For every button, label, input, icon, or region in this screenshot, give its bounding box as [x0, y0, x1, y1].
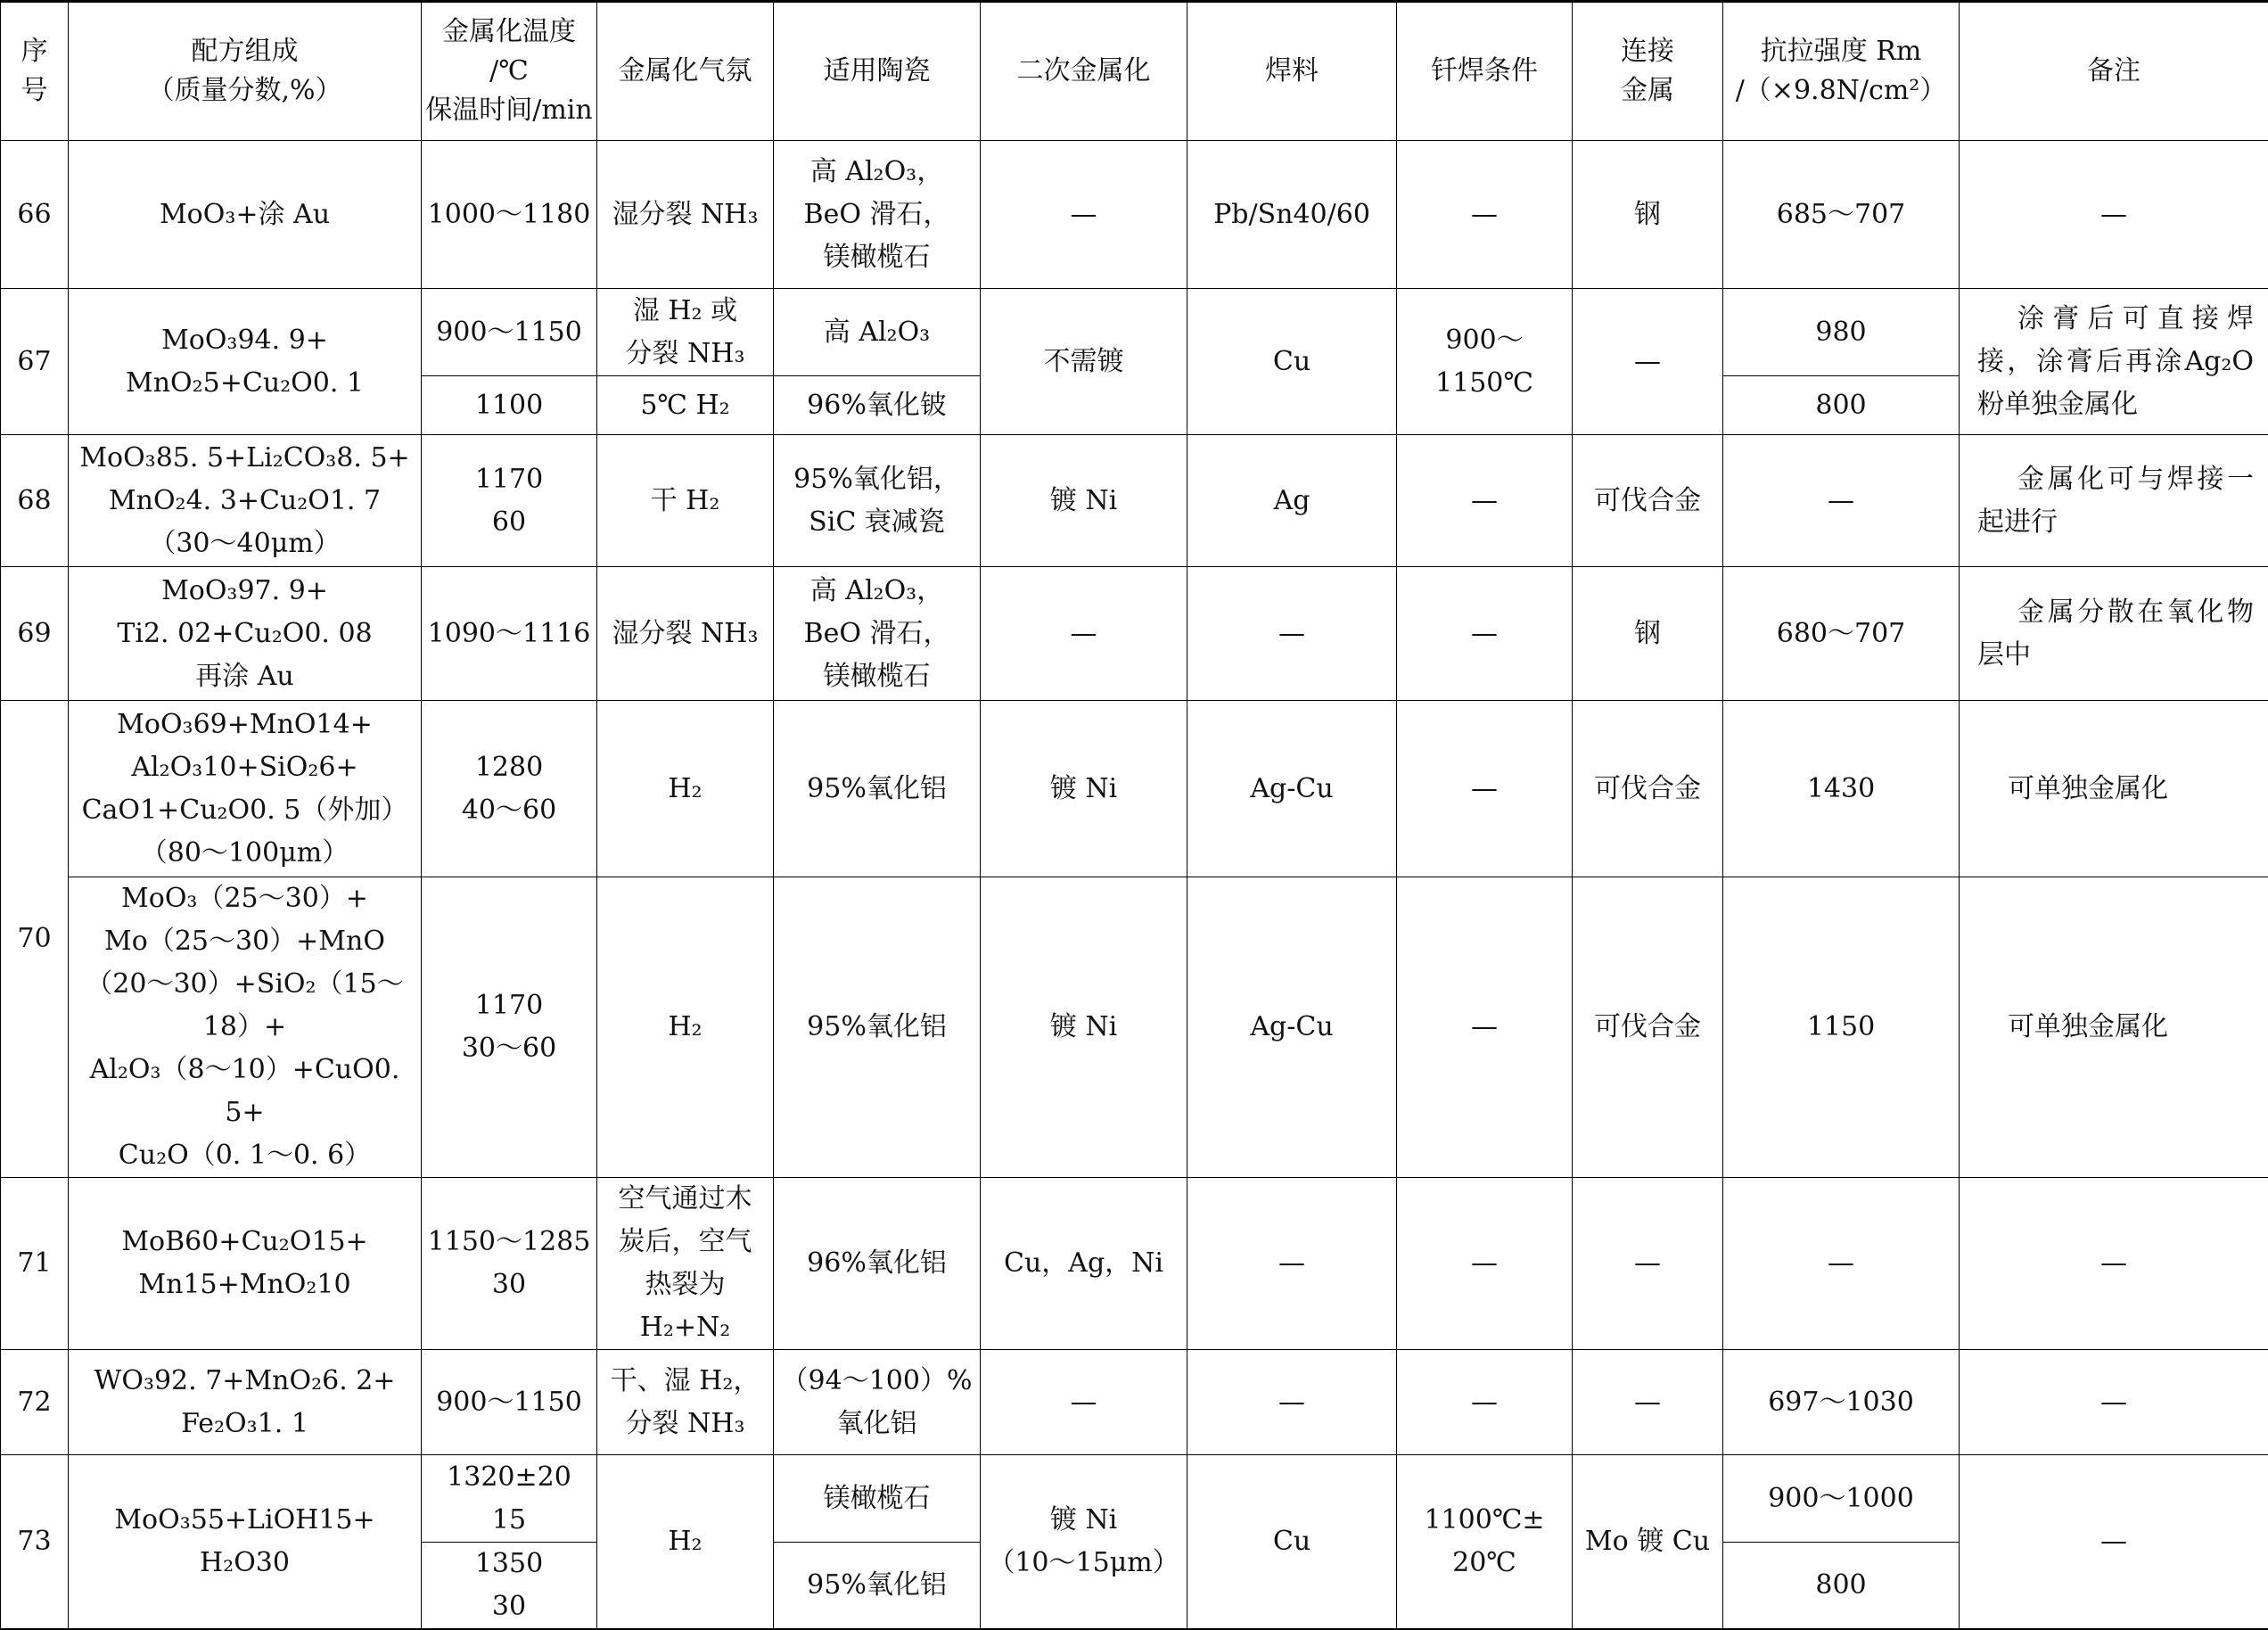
- cell-solder: Cu: [1187, 1455, 1397, 1630]
- cell-solder: Ag: [1187, 435, 1397, 567]
- cell-ceramic: 95%氧化铝， SiC 衰减瓷: [774, 435, 981, 567]
- cell-secondary: 镀 Ni （10～15μm）: [981, 1455, 1187, 1630]
- header-ceramic: 适用陶瓷: [774, 2, 981, 141]
- cell-atmosphere: 湿 H₂ 或 分裂 NH₃: [597, 289, 774, 376]
- cell-brazing: —: [1397, 435, 1573, 567]
- cell-secondary: Cu，Ag，Ni: [981, 1178, 1187, 1350]
- cell-atmosphere: 空气通过木 炭后，空气 热裂为 H₂+N₂: [597, 1178, 774, 1350]
- cell-seq: 69: [1, 567, 69, 701]
- cell-ceramic: 高 Al₂O₃: [774, 289, 981, 376]
- cell-temp: 1280 40～60: [422, 701, 597, 877]
- header-secondary: 二次金属化: [981, 2, 1187, 141]
- cell-remark: —: [1960, 1178, 2268, 1350]
- cell-ceramic: 高 Al₂O₃， BeO 滑石， 镁橄榄石: [774, 567, 981, 701]
- cell-strength: 680～707: [1723, 567, 1960, 701]
- header-strength: 抗拉强度 Rm /（×9.8N/cm²）: [1723, 2, 1960, 141]
- header-temp: 金属化温度 /℃ 保温时间/min: [422, 2, 597, 141]
- cell-atmosphere: 湿分裂 NH₃: [597, 141, 774, 289]
- cell-formula: WO₃92. 7+MnO₂6. 2+ Fe₂O₃1. 1: [69, 1350, 422, 1455]
- cell-strength: —: [1723, 1178, 1960, 1350]
- cell-brazing: 1100℃± 20℃: [1397, 1455, 1573, 1630]
- cell-formula: MoB60+Cu₂O15+ Mn15+MnO₂10: [69, 1178, 422, 1350]
- cell-temp: 900～1150: [422, 289, 597, 376]
- cell-seq: 67: [1, 289, 69, 435]
- table-row: [1, 1455, 2268, 1543]
- cell-secondary: —: [981, 141, 1187, 289]
- cell-secondary: —: [981, 567, 1187, 701]
- table-row: [1, 1350, 2268, 1455]
- cell-remark: 涂膏后可直接焊接，涂膏后再涂Ag₂O 粉单独金属化: [1960, 289, 2268, 435]
- cell-secondary: 不需镀: [981, 289, 1187, 435]
- cell-metal: Mo 镀 Cu: [1573, 1455, 1723, 1630]
- cell-metal: 可伐合金: [1573, 701, 1723, 877]
- cell-formula: MoO₃+涂 Au: [69, 141, 422, 289]
- header-metal: 连接 金属: [1573, 2, 1723, 141]
- cell-remark: 可单独金属化: [1960, 701, 2268, 877]
- cell-strength: 900～1000: [1723, 1455, 1960, 1543]
- cell-secondary: —: [981, 1350, 1187, 1455]
- table-header-row: [1, 2, 2268, 141]
- header-solder: 焊料: [1187, 2, 1397, 141]
- cell-ceramic: 95%氧化铝: [774, 1543, 981, 1630]
- table-row: [1, 141, 2268, 289]
- cell-atmosphere: 5℃ H₂: [597, 376, 774, 435]
- table-row: [1, 435, 2268, 567]
- cell-brazing: —: [1397, 877, 1573, 1178]
- cell-temp: 1170 30～60: [422, 877, 597, 1178]
- cell-ceramic: 96%氧化铍: [774, 376, 981, 435]
- cell-strength: 685～707: [1723, 141, 1960, 289]
- cell-strength: —: [1723, 435, 1960, 567]
- cell-formula: MoO₃69+MnO14+ Al₂O₃10+SiO₂6+ CaO1+Cu₂O0. 5（外加） （80～100μm）: [69, 701, 422, 877]
- cell-metal: —: [1573, 289, 1723, 435]
- cell-strength: 697～1030: [1723, 1350, 1960, 1455]
- cell-metal: 可伐合金: [1573, 435, 1723, 567]
- cell-secondary: 镀 Ni: [981, 701, 1187, 877]
- header-seq: 序 号: [1, 2, 69, 141]
- cell-seq: 66: [1, 141, 69, 289]
- cell-solder: Pb/Sn40/60: [1187, 141, 1397, 289]
- cell-brazing: —: [1397, 701, 1573, 877]
- cell-metal: 钢: [1573, 567, 1723, 701]
- header-formula: 配方组成 （质量分数,%）: [69, 2, 422, 141]
- cell-solder: —: [1187, 567, 1397, 701]
- cell-ceramic: （94～100）% 氧化铝: [774, 1350, 981, 1455]
- cell-temp: 1090～1116: [422, 567, 597, 701]
- cell-strength: 980: [1723, 289, 1960, 376]
- cell-brazing: —: [1397, 141, 1573, 289]
- table-row: [1, 289, 2268, 376]
- header-remark: 备注: [1960, 2, 2268, 141]
- cell-remark: —: [1960, 1350, 2268, 1455]
- cell-ceramic: 高 Al₂O₃， BeO 滑石， 镁橄榄石: [774, 141, 981, 289]
- cell-temp: 1150～1285 30: [422, 1178, 597, 1350]
- cell-temp: 1320±20 15: [422, 1455, 597, 1543]
- cell-temp: 1100: [422, 376, 597, 435]
- cell-ceramic: 95%氧化铝: [774, 877, 981, 1178]
- cell-atmosphere: H₂: [597, 877, 774, 1178]
- cell-secondary: 镀 Ni: [981, 877, 1187, 1178]
- cell-strength: 1430: [1723, 701, 1960, 877]
- cell-solder: —: [1187, 1178, 1397, 1350]
- cell-formula: MoO₃85. 5+Li₂CO₃8. 5+ MnO₂4. 3+Cu₂O1. 7 （30～40μm）: [69, 435, 422, 567]
- cell-atmosphere: H₂: [597, 1455, 774, 1630]
- cell-remark: 可单独金属化: [1960, 877, 2268, 1178]
- cell-seq: 72: [1, 1350, 69, 1455]
- cell-ceramic: 95%氧化铝: [774, 701, 981, 877]
- cell-seq: 68: [1, 435, 69, 567]
- table-row: [1, 877, 2268, 1178]
- cell-brazing: —: [1397, 1350, 1573, 1455]
- cell-strength: 1150: [1723, 877, 1960, 1178]
- cell-atmosphere: 干、湿 H₂， 分裂 NH₃: [597, 1350, 774, 1455]
- cell-temp: 1000～1180: [422, 141, 597, 289]
- cell-metal: —: [1573, 1178, 1723, 1350]
- table-row: [1, 701, 2268, 877]
- cell-formula: MoO₃94. 9+ MnO₂5+Cu₂O0. 1: [69, 289, 422, 435]
- cell-metal: 可伐合金: [1573, 877, 1723, 1178]
- cell-seq: 70: [1, 701, 69, 1178]
- cell-ceramic: 镁橄榄石: [774, 1455, 981, 1543]
- cell-metal: —: [1573, 1350, 1723, 1455]
- cell-solder: Cu: [1187, 289, 1397, 435]
- cell-remark: 金属化可与焊接一起进行: [1960, 435, 2268, 567]
- cell-brazing: —: [1397, 567, 1573, 701]
- cell-strength: 800: [1723, 376, 1960, 435]
- header-atmosphere: 金属化气氛: [597, 2, 774, 141]
- cell-remark: 金属分散在氧化物层中: [1960, 567, 2268, 701]
- table-row: [1, 567, 2268, 701]
- cell-formula: MoO₃55+LiOH15+ H₂O30: [69, 1455, 422, 1630]
- cell-seq: 73: [1, 1455, 69, 1630]
- cell-solder: Ag-Cu: [1187, 701, 1397, 877]
- cell-ceramic: 96%氧化铝: [774, 1178, 981, 1350]
- cell-atmosphere: H₂: [597, 701, 774, 877]
- cell-brazing: 900～1150℃: [1397, 289, 1573, 435]
- cell-remark: —: [1960, 141, 2268, 289]
- cell-remark: —: [1960, 1455, 2268, 1630]
- cell-formula: MoO₃（25～30）+ Mo（25～30）+MnO （20～30）+SiO₂（15～18）+ Al₂O₃（8～10）+CuO0. 5+ Cu₂O（0. 1～0. 6）: [69, 877, 422, 1178]
- header-brazing: 钎焊条件: [1397, 2, 1573, 141]
- table-row: [1, 1178, 2268, 1350]
- cell-seq: 71: [1, 1178, 69, 1350]
- cell-temp: 1170 60: [422, 435, 597, 567]
- cell-atmosphere: 湿分裂 NH₃: [597, 567, 774, 701]
- cell-metal: 钢: [1573, 141, 1723, 289]
- cell-secondary: 镀 Ni: [981, 435, 1187, 567]
- cell-formula: MoO₃97. 9+ Ti2. 02+Cu₂O0. 08 再涂 Au: [69, 567, 422, 701]
- cell-strength: 800: [1723, 1543, 1960, 1630]
- cell-atmosphere: 干 H₂: [597, 435, 774, 567]
- cell-solder: Ag-Cu: [1187, 877, 1397, 1178]
- cell-temp: 900～1150: [422, 1350, 597, 1455]
- cell-brazing: —: [1397, 1178, 1573, 1350]
- cell-solder: —: [1187, 1350, 1397, 1455]
- cell-temp: 1350 30: [422, 1543, 597, 1630]
